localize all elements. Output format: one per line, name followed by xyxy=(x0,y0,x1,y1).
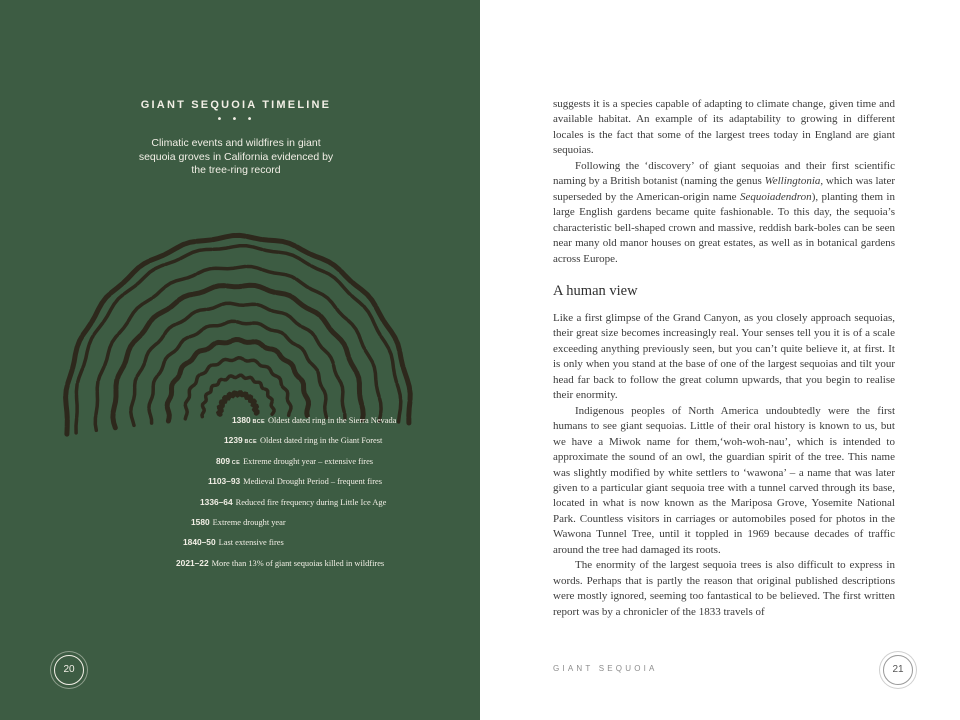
event-year: 1103–93 xyxy=(208,476,241,486)
section-heading: A human view xyxy=(553,283,638,299)
paragraph: Like a first glimpse of the Grand Canyon, as you closely approach sequoias, their great size becomes increasingly real. Your senses tell you it is of a scale exceeding anything previously seen, but you can’t quite believe it, at first. It is only when you stand at the base of one of the largest sequoias and tilt your head far back to follow the great column upwards, that you begin to realise their enormity. xyxy=(553,312,895,402)
tree-ring xyxy=(149,321,327,423)
paragraph: suggests it is a species capable of adapting to climate change, given time and available habitat. An example of its adaptability to growing in different locales is the fact that some of the largest trees today in England are giant sequoias. xyxy=(553,98,895,157)
event-description: More than 13% of giant sequoias killed in wildfires xyxy=(211,559,385,568)
page-number-right: 21 xyxy=(883,655,913,685)
page-number-left: 20 xyxy=(54,655,84,685)
genus-name: Sequoiadendron xyxy=(739,190,812,203)
timeline-event xyxy=(216,456,373,466)
running-head: GIANT SEQUOIA xyxy=(553,664,658,673)
body-text-top xyxy=(553,97,895,267)
timeline-event xyxy=(224,435,382,445)
paragraph: The enormity of the largest sequoia trees is also difficult to express in words. Perhaps that is partly the reason that original published descriptions were mostly ignored, seeming too fantastical to be believed. The first written report was by a chronicler of the 1833 travels of xyxy=(553,559,895,618)
event-description: Oldest dated ring in the Giant Forest xyxy=(259,436,383,445)
event-year: 1380 xyxy=(232,415,251,425)
tree-ring xyxy=(219,393,257,415)
right-page xyxy=(480,0,960,720)
timeline-event xyxy=(183,537,284,547)
event-description: Oldest dated ring in the Sierra Nevada xyxy=(267,416,397,425)
event-year: 1580 xyxy=(191,517,210,527)
body-text-bottom xyxy=(553,311,895,620)
timeline-event xyxy=(200,497,386,507)
event-description: Extreme drought year xyxy=(212,518,286,527)
event-year: 1239 xyxy=(224,435,243,445)
tree-ring xyxy=(95,267,381,431)
paragraph: Indigenous peoples of North America undoubtedly were the first humans to see giant sequoias. Little of their oral history is known to us, but we have a Miwok name for them,‘woh-woh-nau’, which is intended to approximate the sound of an owl, the guardian spirit of the tree. This name was slightly modified by white settlers to ‘wawona’ – a name that was later given to a particular giant sequoia tree with a tunnel carved through its base, located in what is now known as the Mariposa Grove, Yosemite National Park. Countless visitors in carriages or automobiles posed for photos in the Wawona Tunnel Tree, until it toppled in 1969 because decades of traffic around the tree had damaged its roots. xyxy=(553,404,895,556)
event-description: Extreme drought year – extensive fires xyxy=(243,457,374,466)
event-era: BCE xyxy=(242,439,257,445)
timeline-title: GIANT SEQUOIA TIMELINE xyxy=(140,99,332,111)
timeline-event xyxy=(191,517,286,527)
ornament-dots: • • • xyxy=(216,114,256,125)
timeline-event xyxy=(232,415,396,425)
paragraph: Following the ‘discovery’ of giant sequoias and their first scientific naming by a British botanist (naming the genus Wellingtonia, which was later superseded by the American-origin name Sequoiadendron), planting them in large English gardens became quite fashionable. To this day, the sequoia’s characteristic bell-shaped crown and massive, reddish bark-boles can be seen near many old manor houses on great estates, as well as in botanical gardens across Europe. xyxy=(553,159,895,265)
timeline-event xyxy=(208,476,382,486)
event-description: Medieval Drought Period – frequent fires xyxy=(243,477,383,486)
tree-ring xyxy=(167,340,308,422)
event-era: BCE xyxy=(250,419,265,425)
event-year: 2021–22 xyxy=(176,558,209,568)
event-description: Last extensive fires xyxy=(218,538,284,547)
timeline-subtitle: Climatic events and wildfires in giant sequoia groves in California evidenced by the tree-ring record xyxy=(138,137,334,176)
timeline-event xyxy=(176,558,384,568)
event-year: 1840–50 xyxy=(183,537,216,547)
genus-name: Wellingtonia xyxy=(764,175,821,188)
event-era: CE xyxy=(229,460,241,466)
event-year: 1336–64 xyxy=(200,497,233,507)
event-description: Reduced fire frequency during Little Ice Age xyxy=(235,498,387,507)
event-year: 809 xyxy=(216,456,230,466)
